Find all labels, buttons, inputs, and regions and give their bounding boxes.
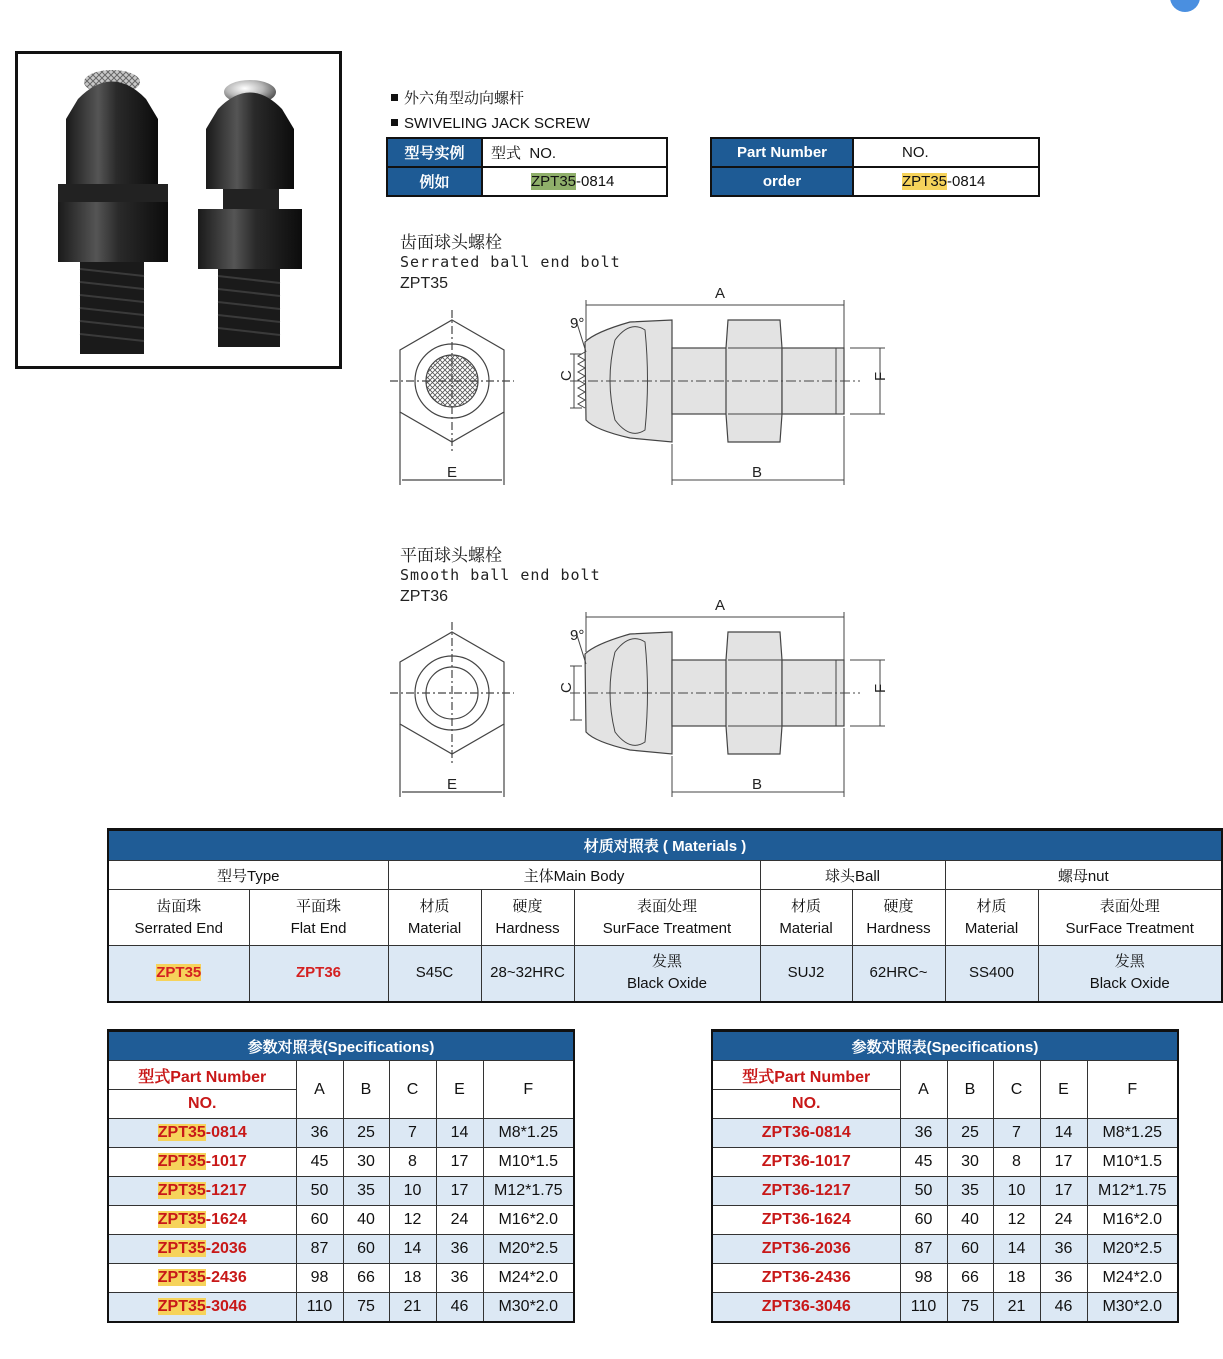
table-row: ZPT35-2036 87 60 14 36 M20*2.5: [108, 1235, 574, 1264]
dim-B: B: [752, 776, 763, 793]
dim-E: E: [447, 464, 458, 481]
drawing1-title-cn: 齿面球头螺栓: [400, 233, 502, 252]
order-en-h1: Part Number: [711, 138, 853, 167]
mat-ball-material: SUJ2: [760, 946, 852, 1002]
spec-left-pn-head1: 型式Part Number: [108, 1061, 296, 1090]
drawing2-code: ZPT36: [400, 588, 449, 605]
dim-F: F: [872, 371, 889, 381]
table-row: ZPT36-2436 98 66 18 36 M24*2.0: [712, 1264, 1178, 1293]
spec-right-col-A: A: [900, 1061, 947, 1119]
dim-A: A: [715, 597, 726, 614]
table-row: ZPT35-1017 45 30 8 17 M10*1.5: [108, 1148, 574, 1177]
dim-C: C: [558, 370, 575, 381]
materials-table: [107, 828, 1223, 1003]
mat-body-surface: 发黑 Black Oxide: [574, 946, 760, 1002]
table-row: ZPT36-1217 50 35 10 17 M12*1.75: [712, 1177, 1178, 1206]
spec-left-col-A: A: [296, 1061, 343, 1119]
product-photo: [15, 51, 342, 369]
drawing2-title-cn: 平面球头螺栓: [400, 546, 502, 565]
table-row: ZPT36-0814 36 25 7 14 M8*1.25: [712, 1119, 1178, 1148]
header-cn: [391, 87, 524, 108]
materials-title: 材质对照表 ( Materials ): [108, 830, 1222, 861]
drawing1-figure: [390, 280, 900, 490]
dim-angle: 9°: [570, 627, 585, 644]
spec-right-title: 参数对照表(Specifications): [712, 1031, 1178, 1061]
spec-left-col-E: E: [436, 1061, 483, 1119]
mat-body-hardness: 28~32HRC: [481, 946, 574, 1002]
header-en-text: SWIVELING JACK SCREW: [404, 115, 590, 132]
table-row: ZPT35-2436 98 66 18 36 M24*2.0: [108, 1264, 574, 1293]
table-row: ZPT36-1624 60 40 12 24 M16*2.0: [712, 1206, 1178, 1235]
table-row: ZPT35-1624 60 40 12 24 M16*2.0: [108, 1206, 574, 1235]
spec-left-col-F: F: [483, 1061, 574, 1119]
order-en-v2: ZPT35-0814: [853, 167, 1039, 196]
table-row: ZPT36-1017 45 30 8 17 M10*1.5: [712, 1148, 1178, 1177]
mat-serrated: ZPT35: [108, 946, 249, 1002]
mat-flat: ZPT36: [249, 946, 388, 1002]
bullet-icon: [391, 94, 398, 101]
order-cn-h1: 型号实例: [387, 138, 482, 167]
table-row: ZPT36-2036 87 60 14 36 M20*2.5: [712, 1235, 1178, 1264]
order-table-en: [710, 137, 1040, 197]
spec-left-title: 参数对照表(Specifications): [108, 1031, 574, 1061]
mat-nut-material: SS400: [945, 946, 1038, 1002]
spec-right-pn-head1: 型式Part Number: [712, 1061, 900, 1090]
order-cn-v2: ZPT35-0814: [482, 167, 667, 196]
header-en: [391, 115, 590, 132]
table-row: ZPT35-1217 50 35 10 17 M12*1.75: [108, 1177, 574, 1206]
col-ball-hardness: 硬度 Hardness: [852, 890, 945, 946]
table-row: ZPT35-0814 36 25 7 14 M8*1.25: [108, 1119, 574, 1148]
mat-ball-hardness: 62HRC~: [852, 946, 945, 1002]
mat-body-material: S45C: [388, 946, 481, 1002]
spec-right-col-C: C: [993, 1061, 1040, 1119]
table-row: ZPT36-3046 110 75 21 46 M30*2.0: [712, 1293, 1178, 1322]
dim-E: E: [447, 776, 458, 793]
header-cn-text: 外六角型动向螺杆: [404, 90, 525, 107]
dim-B: B: [752, 464, 763, 481]
spec-right-col-B: B: [947, 1061, 993, 1119]
order-table-cn: [386, 137, 668, 197]
drawing2-figure: [390, 592, 900, 802]
col-nut-surface: 表面处理 SurFace Treatment: [1038, 890, 1222, 946]
spec-right-pn-head2: NO.: [712, 1090, 900, 1119]
spec-table-zpt36: [711, 1029, 1179, 1323]
spec-left-col-C: C: [389, 1061, 436, 1119]
col-body-material: 材质 Material: [388, 890, 481, 946]
group-type: 型号Type: [108, 861, 388, 890]
drawing1-code: ZPT35: [400, 275, 449, 292]
group-body: 主体Main Body: [388, 861, 760, 890]
group-ball: 球头Ball: [760, 861, 945, 890]
order-cn-h2: 例如: [387, 167, 482, 196]
spec-right-col-E: E: [1040, 1061, 1087, 1119]
spec-left-pn-head2: NO.: [108, 1090, 296, 1119]
spec-right-col-F: F: [1087, 1061, 1178, 1119]
drawing2-title-en: Smooth ball end bolt: [400, 566, 601, 584]
dim-angle: 9°: [570, 315, 585, 332]
col-serrated: 齿面珠 Serrated End: [108, 890, 249, 946]
spec-left-col-B: B: [343, 1061, 389, 1119]
order-en-v1: NO.: [853, 138, 1039, 167]
col-flat: 平面珠 Flat End: [249, 890, 388, 946]
dim-F: F: [872, 683, 889, 693]
col-ball-material: 材质 Material: [760, 890, 852, 946]
col-body-surface: 表面处理 SurFace Treatment: [574, 890, 760, 946]
mat-nut-surface: 发黑 Black Oxide: [1038, 946, 1222, 1002]
dim-C: C: [558, 682, 575, 693]
col-body-hardness: 硬度 Hardness: [481, 890, 574, 946]
col-nut-material: 材质 Material: [945, 890, 1038, 946]
order-cn-v1: 型式 NO.: [482, 138, 667, 167]
group-nut: 螺母nut: [945, 861, 1222, 890]
spec-table-zpt35: [107, 1029, 575, 1323]
bullet-icon: [391, 119, 398, 126]
corner-badge[interactable]: [1170, 0, 1200, 12]
dim-A: A: [715, 285, 726, 302]
order-en-h2: order: [711, 167, 853, 196]
drawing1-title-en: Serrated ball end bolt: [400, 253, 621, 271]
table-row: ZPT35-3046 110 75 21 46 M30*2.0: [108, 1293, 574, 1322]
